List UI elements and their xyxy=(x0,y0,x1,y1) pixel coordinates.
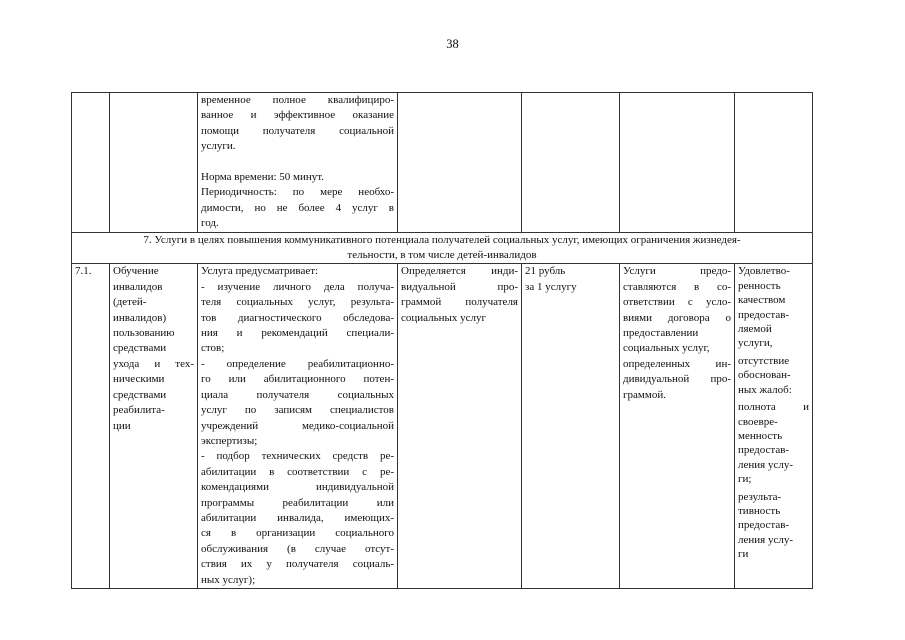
text-line: стов; xyxy=(201,342,225,355)
text-line: ствия их у получателя социаль- xyxy=(201,558,394,571)
text-line: Периодичность: по мере необхо- xyxy=(201,186,394,199)
text-line: циала получателя социальных xyxy=(201,388,394,401)
cell-name xyxy=(110,264,198,589)
cell-number xyxy=(72,93,110,233)
text-line: Обучение xyxy=(113,265,159,278)
table-row-7-1 xyxy=(72,264,813,589)
text-line: Норма времени: 50 минут. xyxy=(201,171,325,184)
text-line: услуги, xyxy=(738,337,773,350)
text-line: ных жалоб: xyxy=(738,383,792,396)
text-line: абилитации в соответствии с ре- xyxy=(201,465,394,478)
text-line: ления услу- xyxy=(738,458,793,471)
text-line: тов диагностического обследова- xyxy=(201,311,394,324)
cell-volume xyxy=(398,264,522,589)
services-table xyxy=(71,92,813,589)
text-line: ния и рекомендаций специали- xyxy=(201,327,394,340)
text-line: виями договора о xyxy=(623,311,731,324)
text-line: средствами xyxy=(113,342,167,355)
text-line: полнота и xyxy=(738,401,809,414)
text-line: - определение реабилитационно- xyxy=(201,357,394,370)
text-line: менность xyxy=(738,429,783,442)
text-line: результа- xyxy=(738,490,782,503)
section-heading-line: 7. Услуги в целях повышения коммуникативного потенциала получателей социальных услуг, имеющих ограничения жизнедея- xyxy=(143,233,741,246)
text-line: предоставлении xyxy=(623,327,699,340)
section-heading-line: тельности, в том числе детей-инвалидов xyxy=(347,249,537,262)
cell-description xyxy=(198,93,398,233)
cell-conditions xyxy=(620,264,735,589)
quality-indicator xyxy=(738,490,809,562)
row-number: 7.1. xyxy=(75,265,92,278)
text-line: услуги. xyxy=(201,140,236,153)
text-line: Определяется инди- xyxy=(401,265,518,278)
text-line: обслуживания (в случае отсут- xyxy=(201,542,394,555)
text-line: абилитации инвалида, имеющих- xyxy=(201,511,394,524)
text-line: услуг по записям специалистов xyxy=(201,404,394,417)
text-line: тивность xyxy=(738,504,781,517)
cell-description xyxy=(198,264,398,589)
text-line: отсутствие xyxy=(738,354,790,367)
text-line: Удовлетво- xyxy=(738,265,790,278)
cell-tariff xyxy=(522,264,620,589)
text-line: инвалидов xyxy=(113,280,163,293)
text-line: предостав- xyxy=(738,444,790,457)
section-heading-row xyxy=(72,232,813,264)
text-line: предостав- xyxy=(738,519,790,532)
text-line: - изучение личного дела получа- xyxy=(201,280,394,293)
text-line: видуальной про- xyxy=(401,280,518,293)
cell-number xyxy=(72,264,110,589)
text-line: социальных услуг xyxy=(401,311,487,324)
cell-name xyxy=(110,93,198,233)
text-line: ническими xyxy=(113,373,165,386)
text-line: ляемой xyxy=(738,323,772,336)
text-line: граммой. xyxy=(623,388,666,401)
text-line: ции xyxy=(113,419,131,432)
text-line: предостав- xyxy=(738,308,790,321)
text-line: пользованию xyxy=(113,327,175,340)
text-line: программы реабилитации или xyxy=(201,496,394,509)
text-line: - подбор технических средств ре- xyxy=(201,450,394,463)
text-line: своевре- xyxy=(738,415,778,428)
text-line: ответствии с усло- xyxy=(623,296,731,309)
blank-line xyxy=(201,155,394,170)
cell-volume xyxy=(398,93,522,233)
text-line: го или абилитационного потен- xyxy=(201,373,394,386)
quality-indicator xyxy=(738,264,809,350)
text-line: временное полное квалифициро- xyxy=(201,94,394,106)
text-line: (детей- xyxy=(113,296,147,309)
text-line: год. xyxy=(201,217,219,230)
text-line: ных услуг); xyxy=(201,573,256,586)
cell-tariff xyxy=(522,93,620,233)
text-line: реабилита- xyxy=(113,404,165,417)
text-line: помощи получателя социальной xyxy=(201,124,394,137)
text-line: ся в организации социального xyxy=(201,527,394,540)
quality-indicator xyxy=(738,354,809,397)
text-line: инвалидов) xyxy=(113,311,167,324)
text-line: ставляются в со- xyxy=(623,280,731,293)
text-line: определенных ин- xyxy=(623,357,731,370)
page-number: 38 xyxy=(446,37,459,51)
cell-conditions xyxy=(620,93,735,233)
text-line: ренность xyxy=(738,279,781,292)
text-line: за 1 услугу xyxy=(525,280,577,293)
text-line: социальных услуг, xyxy=(623,342,710,355)
cell-quality xyxy=(735,93,813,233)
text-line: ления услу- xyxy=(738,533,793,546)
text-line: граммой получателя xyxy=(401,296,518,309)
text-line: ухода и тех- xyxy=(113,357,194,370)
text-line: качеством xyxy=(738,294,786,307)
text-line: теля социальных услуг, результа- xyxy=(201,296,394,309)
text-line: ванное и эффективное оказание xyxy=(201,109,394,122)
text-line: Услуга предусматривает: xyxy=(201,265,319,278)
text-line: средствами xyxy=(113,388,167,401)
text-line: комендациями индивидуальной xyxy=(201,481,394,494)
text-line: димости, но не более 4 услуг в xyxy=(201,201,394,214)
text-line: учреждений медико-социальной xyxy=(201,419,394,432)
text-line: ги xyxy=(738,548,749,561)
quality-indicator xyxy=(738,400,809,486)
section-heading xyxy=(72,232,813,264)
table-row-continuation xyxy=(72,93,813,233)
text-line: 21 рубль xyxy=(525,265,566,278)
text-line: ги; xyxy=(738,473,752,486)
text-line: экспертизы; xyxy=(201,434,258,447)
cell-quality xyxy=(735,264,813,589)
text-line: Услуги предо- xyxy=(623,265,731,278)
text-line: дивидуальной про- xyxy=(623,373,731,386)
text-line: обоснован- xyxy=(738,369,791,382)
